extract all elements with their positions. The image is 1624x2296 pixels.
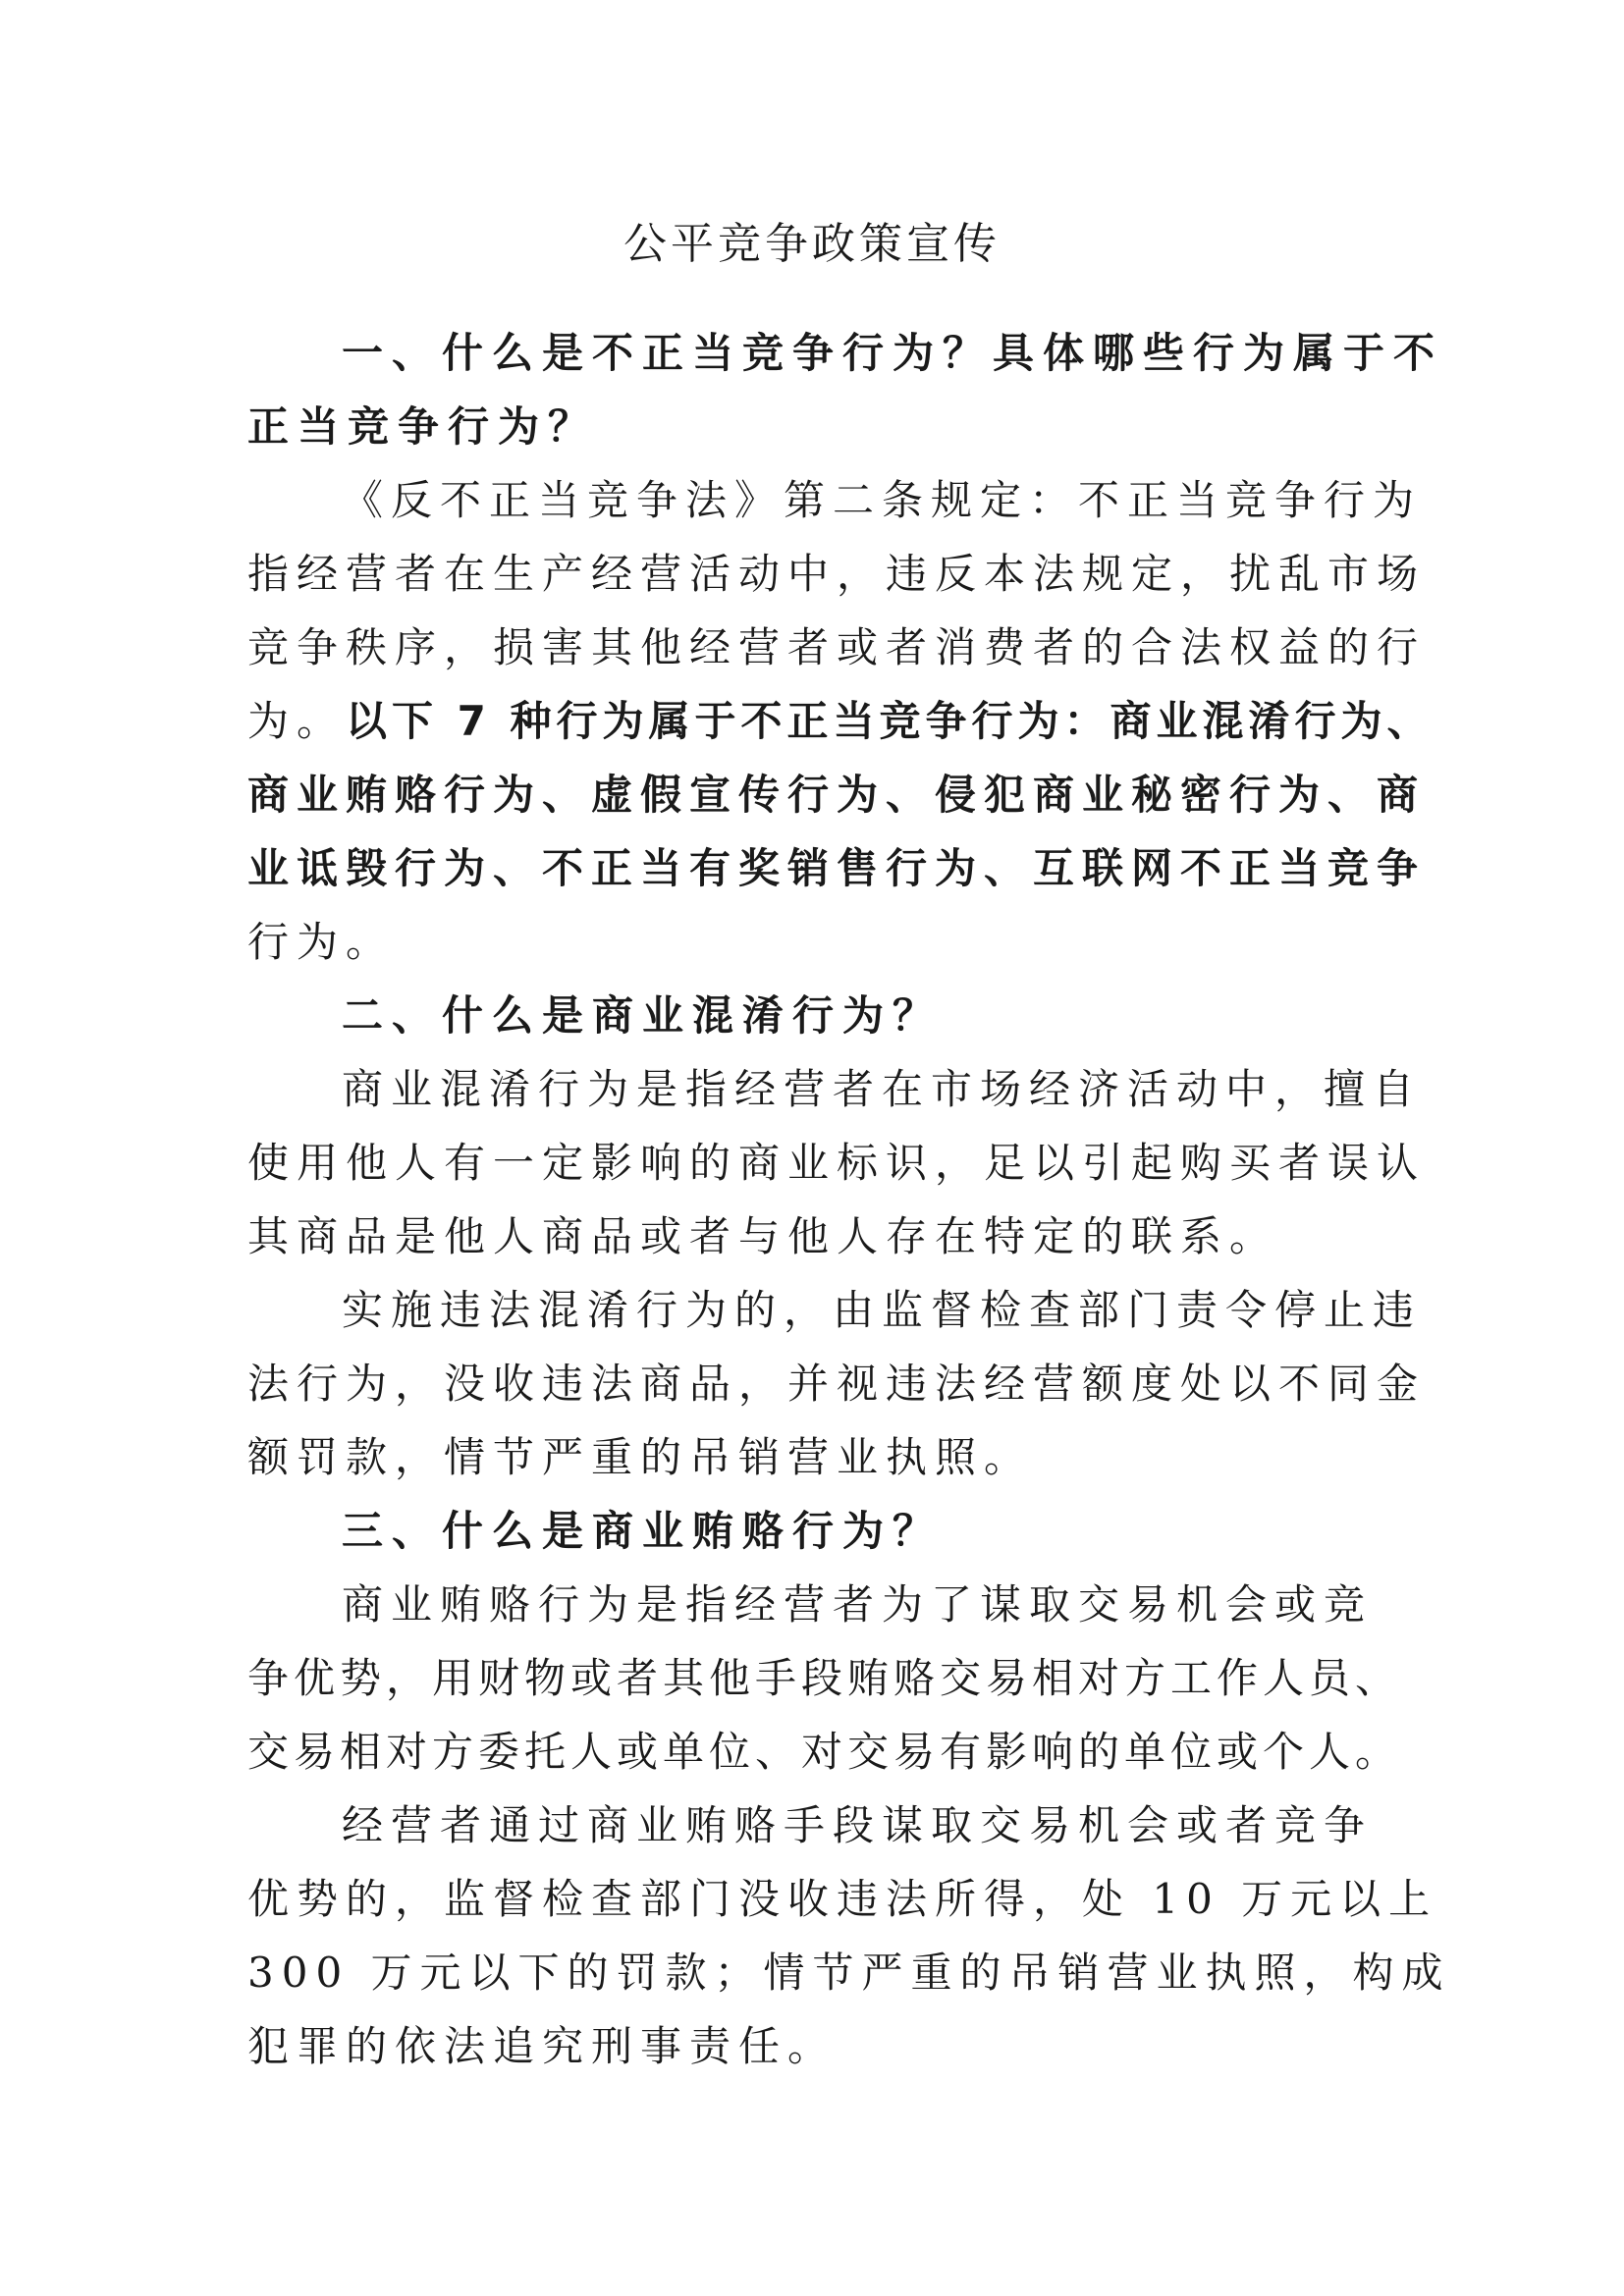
document-body xyxy=(247,316,1451,2083)
paragraph-line: 优势的，监督检查部门没收违法所得，处 10 万元以上 xyxy=(247,1875,1438,1923)
emphasis-line: 业诋毁行为、不正当有奖销售行为、互联网不正当竞争 xyxy=(247,844,1427,892)
paragraph-line: 商业混淆行为是指经营者在市场经济活动中，擅自 xyxy=(342,1065,1423,1113)
paragraph-line: 《反不正当竞争法》第二条规定：不正当竞争行为 xyxy=(342,476,1423,524)
paragraph-line: 指经营者在生产经营活动中，违反本法规定，扰乱市场 xyxy=(247,550,1427,598)
paragraph-line: 争优势，用财物或者其他手段贿赂交易相对方工作人员、 xyxy=(247,1654,1402,1702)
paragraph-line: 实施违法混淆行为的，由监督检查部门责令停止违 xyxy=(342,1286,1423,1334)
paragraph-line: 额罚款，情节严重的吊销营业执照。 xyxy=(247,1433,1034,1481)
emphasis-text: 以下 7 种行为属于不正当竞争行为：商业混淆行为、 xyxy=(346,697,1434,745)
heading-1-line-1: 一、什么是不正当竞争行为？具体哪些行为属于不 xyxy=(342,329,1444,377)
paragraph-line: 商业贿赂行为是指经营者为了谋取交易机会或竞 xyxy=(342,1580,1374,1629)
paragraph-line: 犯罪的依法追究刑事责任。 xyxy=(247,2022,838,2070)
heading-2: 二、什么是商业混淆行为？ xyxy=(342,991,944,1040)
document-title: 公平竞争政策宣传 xyxy=(623,219,1001,269)
heading-1-line-2: 正当竞争行为？ xyxy=(247,402,599,451)
paragraph-text: 为。 xyxy=(247,697,347,745)
paragraph-line: 300 万元以下的罚款；情节严重的吊销营业执照，构成 xyxy=(247,1949,1451,1997)
paragraph-line: 交易相对方委托人或单位、对交易有影响的单位或个人。 xyxy=(247,1728,1402,1776)
paragraph-line: 竞争秩序，损害其他经营者或者消费者的合法权益的行 xyxy=(247,623,1427,671)
paragraph-line xyxy=(247,684,1434,758)
emphasis-line: 商业贿赂行为、虚假宣传行为、侵犯商业秘密行为、商 xyxy=(247,771,1427,819)
paragraph-line: 使用他人有一定影响的商业标识，足以引起购买者误认 xyxy=(247,1139,1427,1187)
heading-3: 三、什么是商业贿赂行为？ xyxy=(342,1507,944,1555)
paragraph-line: 经营者通过商业贿赂手段谋取交易机会或者竞争 xyxy=(342,1801,1374,1849)
paragraph-line: 其商品是他人商品或者与他人存在特定的联系。 xyxy=(247,1212,1279,1260)
paragraph-line: 法行为，没收违法商品，并视违法经营额度处以不同金 xyxy=(247,1360,1427,1408)
paragraph-line: 行为。 xyxy=(247,918,396,966)
